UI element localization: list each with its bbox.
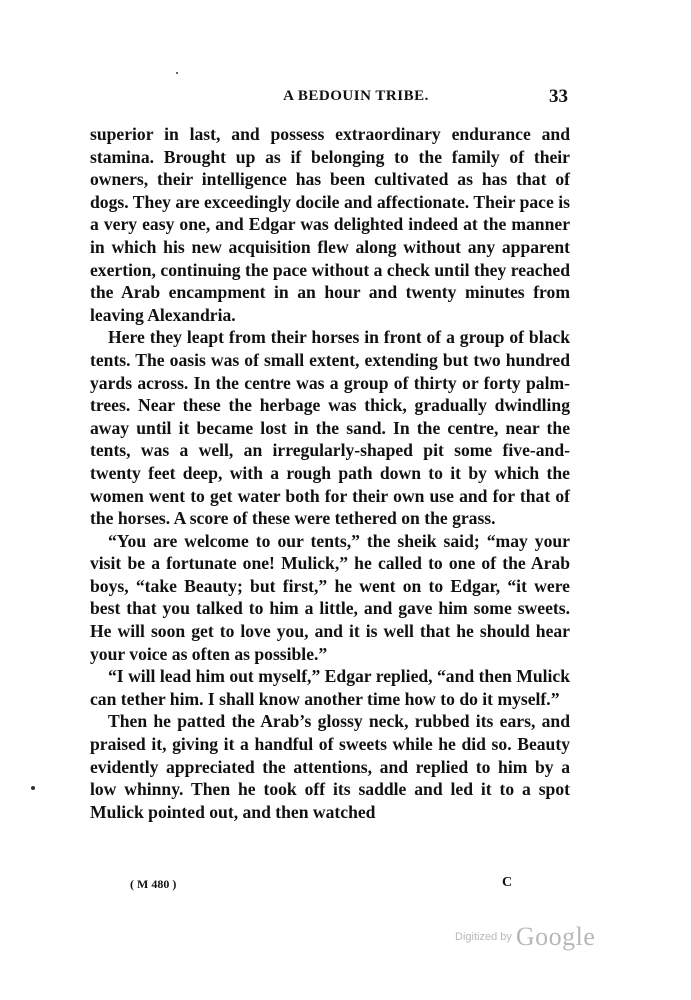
watermark-prefix: Digitized by (455, 931, 512, 943)
watermark-brand: Google (515, 922, 596, 951)
running-head: A BEDOUIN TRIBE. (283, 88, 429, 104)
page-header (98, 88, 568, 112)
page-footer (90, 875, 570, 897)
paragraph: superior in last, and possess extraordinary endurance and stamina. Brought up as if belonging to the family of their owners, their intelligence has been cultivated as has that of dogs. They are exceedingly docile and affectionate. Their pace is a very easy one, and Edgar was delighted indeed at the manner in which his new acquisition flew along without any apparent exertion, continuing the pace without a check until they reached the Arab encampment in an hour and twenty minutes from leaving Alexandria. (90, 124, 570, 325)
paragraph: “I will lead him out myself,” Edgar replied, “and then Mulick can tether him. I shall know another time how to do it myself.” (90, 666, 570, 709)
margin-speck (31, 786, 35, 790)
page-number: 33 (549, 86, 568, 107)
paragraph: Then he patted the Arab’s glossy neck, rubbed its ears, and praised it, giving it a handful of sweets while he did so. Beauty evidently appreciated the attentions, and replied to him by a low whinny. Then he took off its saddle and led it to a spot Mulick pointed out, and then watched (90, 711, 570, 822)
paragraph: Here they leapt from their horses in front of a group of black tents. The oasis was of small extent, extending but two hundred yards across. In the centre was a group of thirty or forty palm-trees. Near these the herbage was thick, gradually dwindling away until it became lost in the sand. In the centre, near the tents, was a well, an irregularly-shaped pit some five-and-twenty feet deep, with a rough path down to it by which the women went to get water both for their own use and for that of the horses. A score of these were tethered on the grass. (90, 327, 570, 529)
margin-speck (176, 72, 178, 74)
paragraph: “You are welcome to our tents,” the sheik said; “may your visit be a fortunate one! Mulick,” he called to one of the Arab boys, “take Beauty; but first,” he went on to Edgar, “it were best that you talked to him a little, and gave him some sweets. He will soon get to love you, and it is well that he should hear your voice as often as possible.” (90, 530, 570, 664)
digitized-watermark (455, 922, 595, 952)
signature-letter: C (502, 875, 513, 890)
signature-mark: ( M 480 ) (130, 877, 177, 891)
body-text (90, 123, 570, 823)
